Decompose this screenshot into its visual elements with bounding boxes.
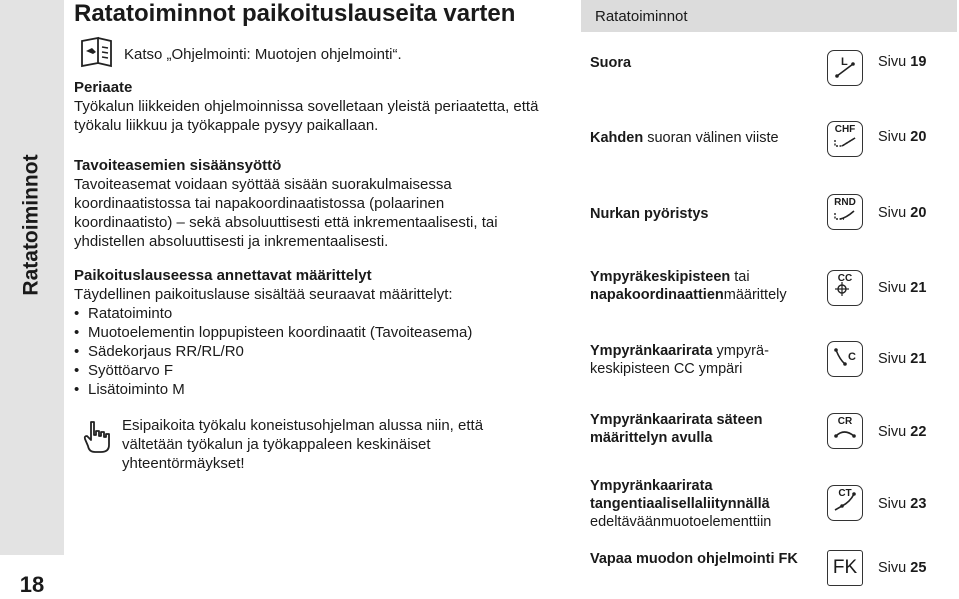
note-top [78, 34, 528, 74]
page-reference[interactable]: Sivu 21 [878, 351, 927, 367]
definitions-list [74, 304, 544, 399]
target-input-section [74, 156, 544, 251]
target-input-text: Tavoiteasemat voidaan syöttää sisään suorakulmaisessa koordinaatistossa tai napakoordinaatistossa (polaarinen koordinaatisto) – sekä absoluuttisesti että inkrementaalisesti, tai yhdistellen absoluuttisesti ja inkrementaalisesti. [74, 176, 498, 250]
page-number: 18 [19, 572, 45, 597]
function-key-label: RND [834, 197, 856, 208]
definitions-section [74, 266, 544, 399]
svg-text:L: L [841, 55, 848, 68]
principle-heading: Periaate [74, 79, 133, 96]
list-item: • Muotoelementin loppupisteen koordinaatit (Tavoiteasema) [74, 323, 544, 342]
functions-header: Ratatoiminnot [581, 0, 957, 32]
page-reference[interactable]: Sivu 25 [878, 560, 927, 576]
path-c-icon [830, 342, 860, 377]
function-key-label: FK [832, 557, 858, 578]
function-label: Ympyränkaarirata tangentiaalisellaliitynnällä edeltäväänmuotoelementtiin [590, 478, 772, 530]
list-item: • Ratatoiminto [74, 304, 544, 323]
function-label: Vapaa muodon ohjelmointi FK [590, 551, 798, 567]
function-key-cr[interactable] [827, 413, 863, 449]
manual-book-icon [78, 35, 114, 74]
list-item: • Lisätoiminto M [74, 380, 544, 399]
function-label: Ympyränkaarirata ympyrä- keskipisteen CC ympäri [590, 343, 769, 377]
principle-section [74, 78, 544, 135]
svg-text:C: C [848, 350, 856, 363]
definitions-heading: Paikoituslauseessa annettavat määrittelyt [74, 267, 372, 284]
page-reference[interactable]: Sivu 22 [878, 424, 927, 440]
function-key-ct[interactable] [827, 485, 863, 521]
path-l-icon [830, 51, 860, 86]
side-tab [0, 0, 64, 599]
function-label: Suora [590, 55, 632, 71]
note-top-text: Katso „Ohjelmointi: Muotojen ohjelmointi“. [124, 45, 402, 63]
list-item: • Syöttöarvo F [74, 361, 544, 380]
list-item: • Sädekorjaus RR/RL/R0 [74, 342, 544, 361]
side-tab-label: Ratatoiminnot [20, 154, 43, 296]
function-label: Nurkan pyöristys [590, 206, 709, 222]
note-bottom-text: Esipaikoita työkalu koneistusohjelman alussa niin, että vältetään työkalun ja työkappaleen keskinäiset yhteentörmäykset! [122, 417, 484, 472]
function-key-label: CR [837, 416, 853, 427]
function-key-chf[interactable] [827, 121, 863, 157]
function-key-cc[interactable] [827, 270, 863, 306]
page-reference[interactable]: Sivu 19 [878, 54, 927, 70]
function-key-rnd[interactable] [827, 194, 863, 230]
function-label: Ympyränkaarirata säteen määrittelyn avulla [590, 412, 763, 446]
page-reference[interactable]: Sivu 23 [878, 496, 927, 512]
page-reference[interactable]: Sivu 20 [878, 205, 927, 221]
function-label: Kahden suoran välinen viiste [590, 130, 779, 146]
hand-pointing-icon [82, 420, 112, 459]
principle-text: Työkalun liikkeiden ohjelmoinnissa sovelletaan yleistä periaatetta, että työkalu liikkuu ja työkappale pysyy paikallaan. [74, 98, 539, 134]
function-key-c[interactable] [827, 341, 863, 377]
function-key-label: CT [838, 488, 852, 499]
function-key-fk[interactable] [827, 550, 863, 586]
page-reference[interactable]: Sivu 20 [878, 129, 927, 145]
target-input-heading: Tavoiteasemien sisäänsyöttö [74, 157, 282, 174]
function-key-label: CC [837, 273, 853, 284]
page-title: Ratatoiminnot paikoituslauseita varten [74, 0, 516, 27]
function-key-label: CHF [834, 124, 856, 135]
page-reference[interactable]: Sivu 21 [878, 280, 927, 296]
function-key-l[interactable] [827, 50, 863, 86]
definitions-intro: Täydellinen paikoituslause sisältää seuraavat määrittelyt: [74, 286, 453, 303]
function-label: Ympyräkeskipisteen tai napakoordinaattienmäärittely [590, 269, 787, 303]
